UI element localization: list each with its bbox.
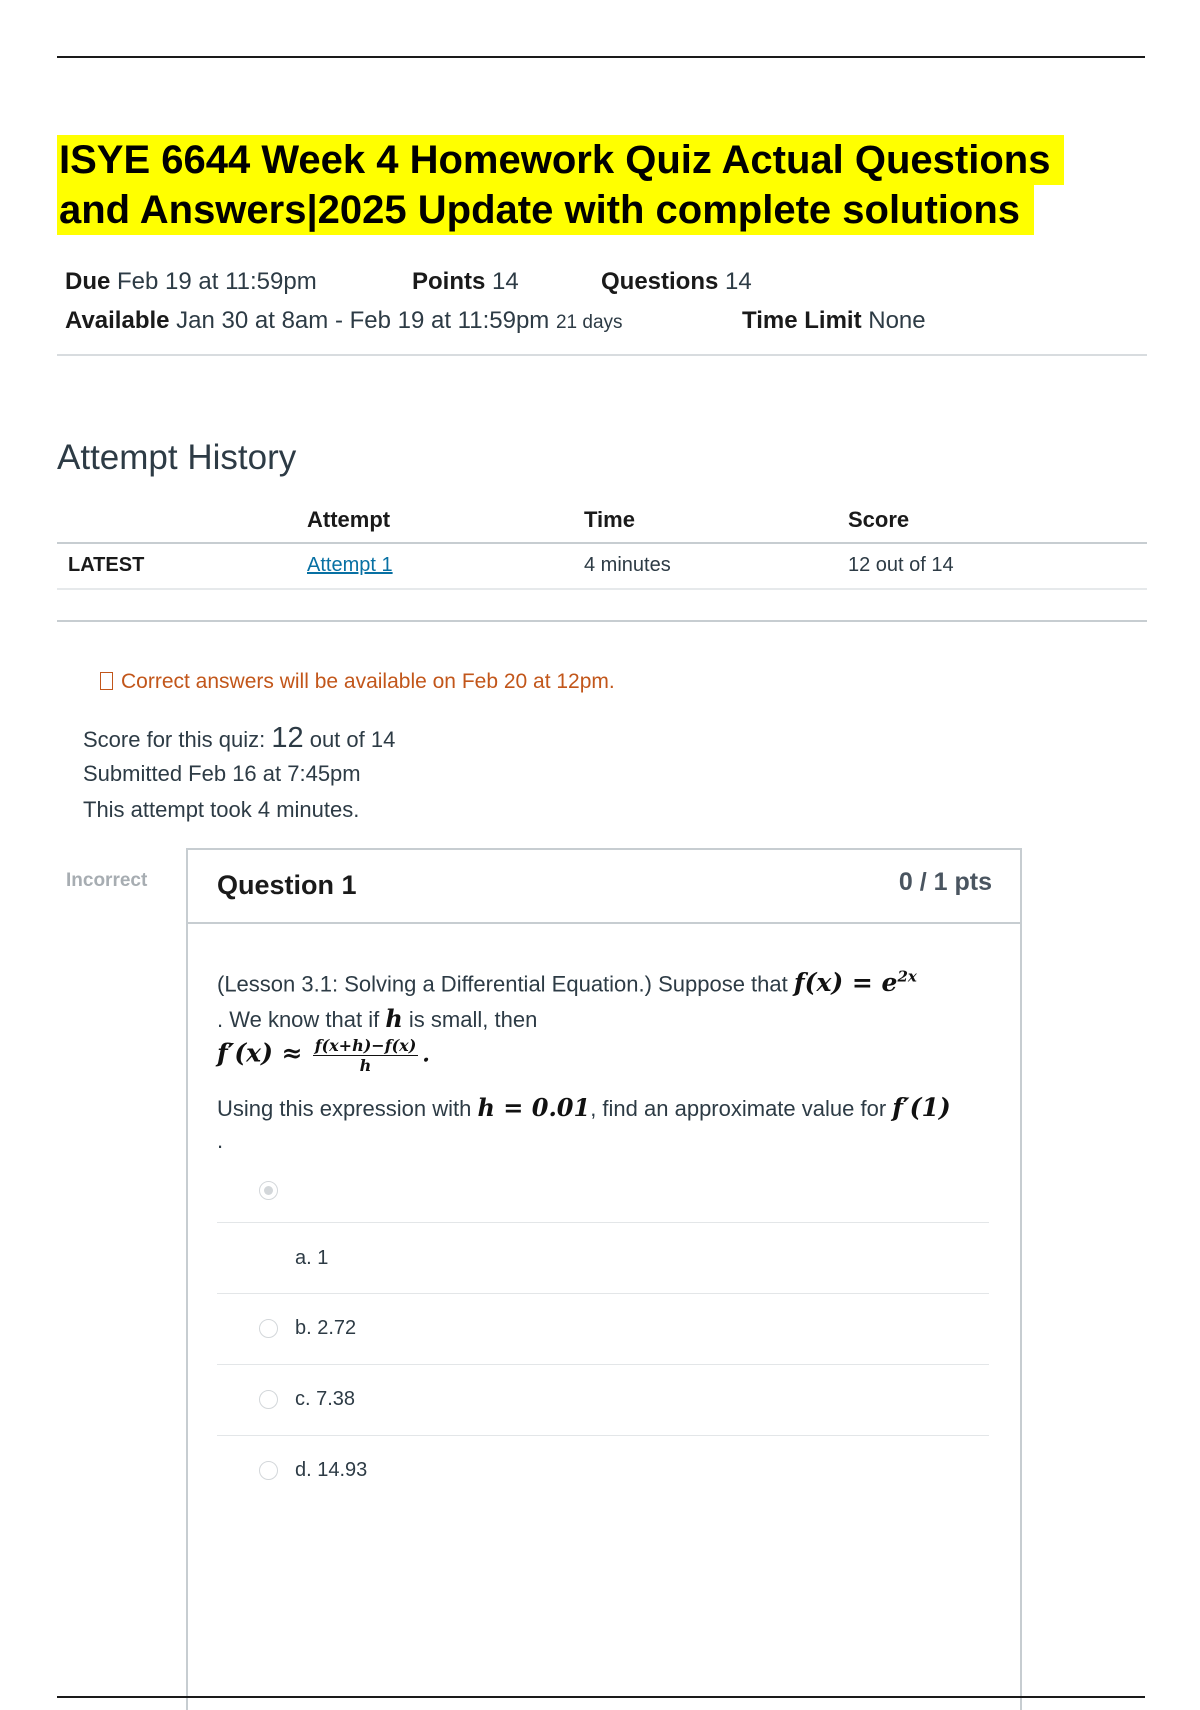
function-expression: f(x) = e bbox=[793, 968, 898, 998]
answer-option-d[interactable] bbox=[217, 1436, 989, 1506]
table-row bbox=[57, 542, 1147, 590]
available-value: Jan 30 at 8am - Feb 19 at 11:59pm bbox=[176, 307, 550, 334]
answer-options bbox=[217, 1177, 989, 1506]
duration-line: This attempt took 4 minutes. bbox=[83, 797, 360, 822]
step-size: h = 0.01 bbox=[477, 1093, 591, 1122]
answer-option-a[interactable] bbox=[217, 1223, 989, 1294]
due-value: Feb 19 at 11:59pm bbox=[117, 268, 317, 295]
answer-label-d: d. 14.93 bbox=[295, 1459, 368, 1481]
function-exponent: 2x bbox=[897, 968, 917, 986]
history-divider bbox=[57, 620, 1147, 622]
question-line-2 bbox=[217, 1004, 537, 1033]
attempt-time: 4 minutes bbox=[584, 554, 671, 576]
score-prefix: Score for this quiz: bbox=[83, 727, 266, 752]
question-line-4 bbox=[217, 1093, 951, 1122]
line2-suffix: is small, then bbox=[408, 1007, 538, 1032]
attempt-history-table bbox=[57, 503, 1147, 590]
latest-badge: LATEST bbox=[68, 554, 145, 576]
line2-prefix: . We know that if bbox=[217, 1007, 380, 1032]
questions-label: Questions bbox=[601, 268, 719, 295]
derivative-lhs: f′(x) ≈ bbox=[217, 1038, 303, 1068]
quiz-meta-row-1 bbox=[65, 268, 317, 296]
question-line-1 bbox=[217, 968, 917, 997]
time-limit-label: Time Limit bbox=[742, 307, 862, 334]
quiz-score-line bbox=[83, 720, 395, 756]
radio-b-icon[interactable] bbox=[259, 1319, 278, 1338]
available-days: 21 days bbox=[555, 312, 623, 333]
quiz-meta-row-2 bbox=[65, 307, 623, 335]
meta-divider bbox=[57, 354, 1147, 356]
questions-value: 14 bbox=[725, 268, 752, 295]
submitted-line: Submitted Feb 16 at 7:45pm bbox=[83, 761, 361, 786]
answer-label-c: c. 7.38 bbox=[295, 1388, 356, 1410]
question-points: 0 / 1 pts bbox=[898, 868, 992, 896]
score-suffix: out of 14 bbox=[309, 727, 396, 752]
derivative-approximation bbox=[217, 1036, 430, 1075]
column-header-time: Time bbox=[584, 507, 635, 532]
variable-h: h bbox=[385, 1004, 403, 1033]
points-value: 14 bbox=[492, 268, 519, 295]
answer-status-label: Incorrect bbox=[66, 870, 148, 891]
points-meta bbox=[412, 268, 519, 296]
notice-text: Correct answers will be available on Feb 20 at 12pm. bbox=[121, 670, 615, 693]
available-label: Available bbox=[65, 307, 170, 334]
title-line-1: ISYE 6644 Week 4 Homework Quiz Actual Questions bbox=[57, 135, 1064, 185]
table-header bbox=[57, 503, 1147, 542]
selected-radio-icon[interactable] bbox=[259, 1181, 278, 1200]
correct-answers-notice bbox=[100, 670, 615, 694]
target-derivative: f′(1) bbox=[892, 1093, 951, 1122]
attempt-score: 12 out of 14 bbox=[848, 554, 954, 576]
function-definition bbox=[794, 968, 917, 997]
attempt-history-heading: Attempt History bbox=[57, 438, 297, 477]
bottom-divider bbox=[57, 1696, 1145, 1698]
points-label: Points bbox=[412, 268, 486, 295]
column-header-attempt: Attempt bbox=[307, 507, 391, 532]
quotient-numerator: f(x+h)−f(x) bbox=[314, 1036, 417, 1055]
answer-option-selected[interactable] bbox=[217, 1177, 989, 1223]
time-limit-meta bbox=[742, 307, 926, 335]
question-intro: (Lesson 3.1: Solving a Differential Equation.) Suppose that bbox=[217, 971, 788, 997]
document-title bbox=[57, 135, 1177, 235]
answer-option-b[interactable] bbox=[217, 1294, 989, 1365]
difference-quotient bbox=[313, 1036, 419, 1075]
answer-option-c[interactable] bbox=[217, 1365, 989, 1436]
title-line-2: and Answers|2025 Update with complete solutions bbox=[57, 185, 1034, 235]
line4-prefix: Using this expression with bbox=[217, 1096, 472, 1121]
info-icon bbox=[100, 672, 113, 690]
formula-period: . bbox=[422, 1041, 430, 1068]
question-header bbox=[188, 850, 1020, 924]
answer-label-b: b. 2.72 bbox=[295, 1317, 357, 1339]
answer-label-a: a. 1 bbox=[295, 1247, 329, 1269]
radio-d-icon[interactable] bbox=[259, 1461, 278, 1480]
radio-c-icon[interactable] bbox=[259, 1390, 278, 1409]
attempt-1-link[interactable]: Attempt 1 bbox=[307, 554, 393, 576]
due-label: Due bbox=[65, 268, 111, 295]
time-limit-value: None bbox=[868, 307, 926, 334]
top-divider bbox=[57, 56, 1145, 58]
question-title: Question 1 bbox=[217, 870, 357, 900]
score-value: 12 bbox=[271, 722, 304, 754]
question-line-5: . bbox=[217, 1128, 224, 1153]
question-card bbox=[186, 848, 1022, 1710]
quotient-denominator: h bbox=[359, 1056, 372, 1075]
questions-meta bbox=[601, 268, 752, 296]
score-summary bbox=[83, 720, 395, 828]
line4-middle: , find an approximate value for bbox=[590, 1096, 887, 1121]
column-header-score: Score bbox=[848, 507, 910, 532]
